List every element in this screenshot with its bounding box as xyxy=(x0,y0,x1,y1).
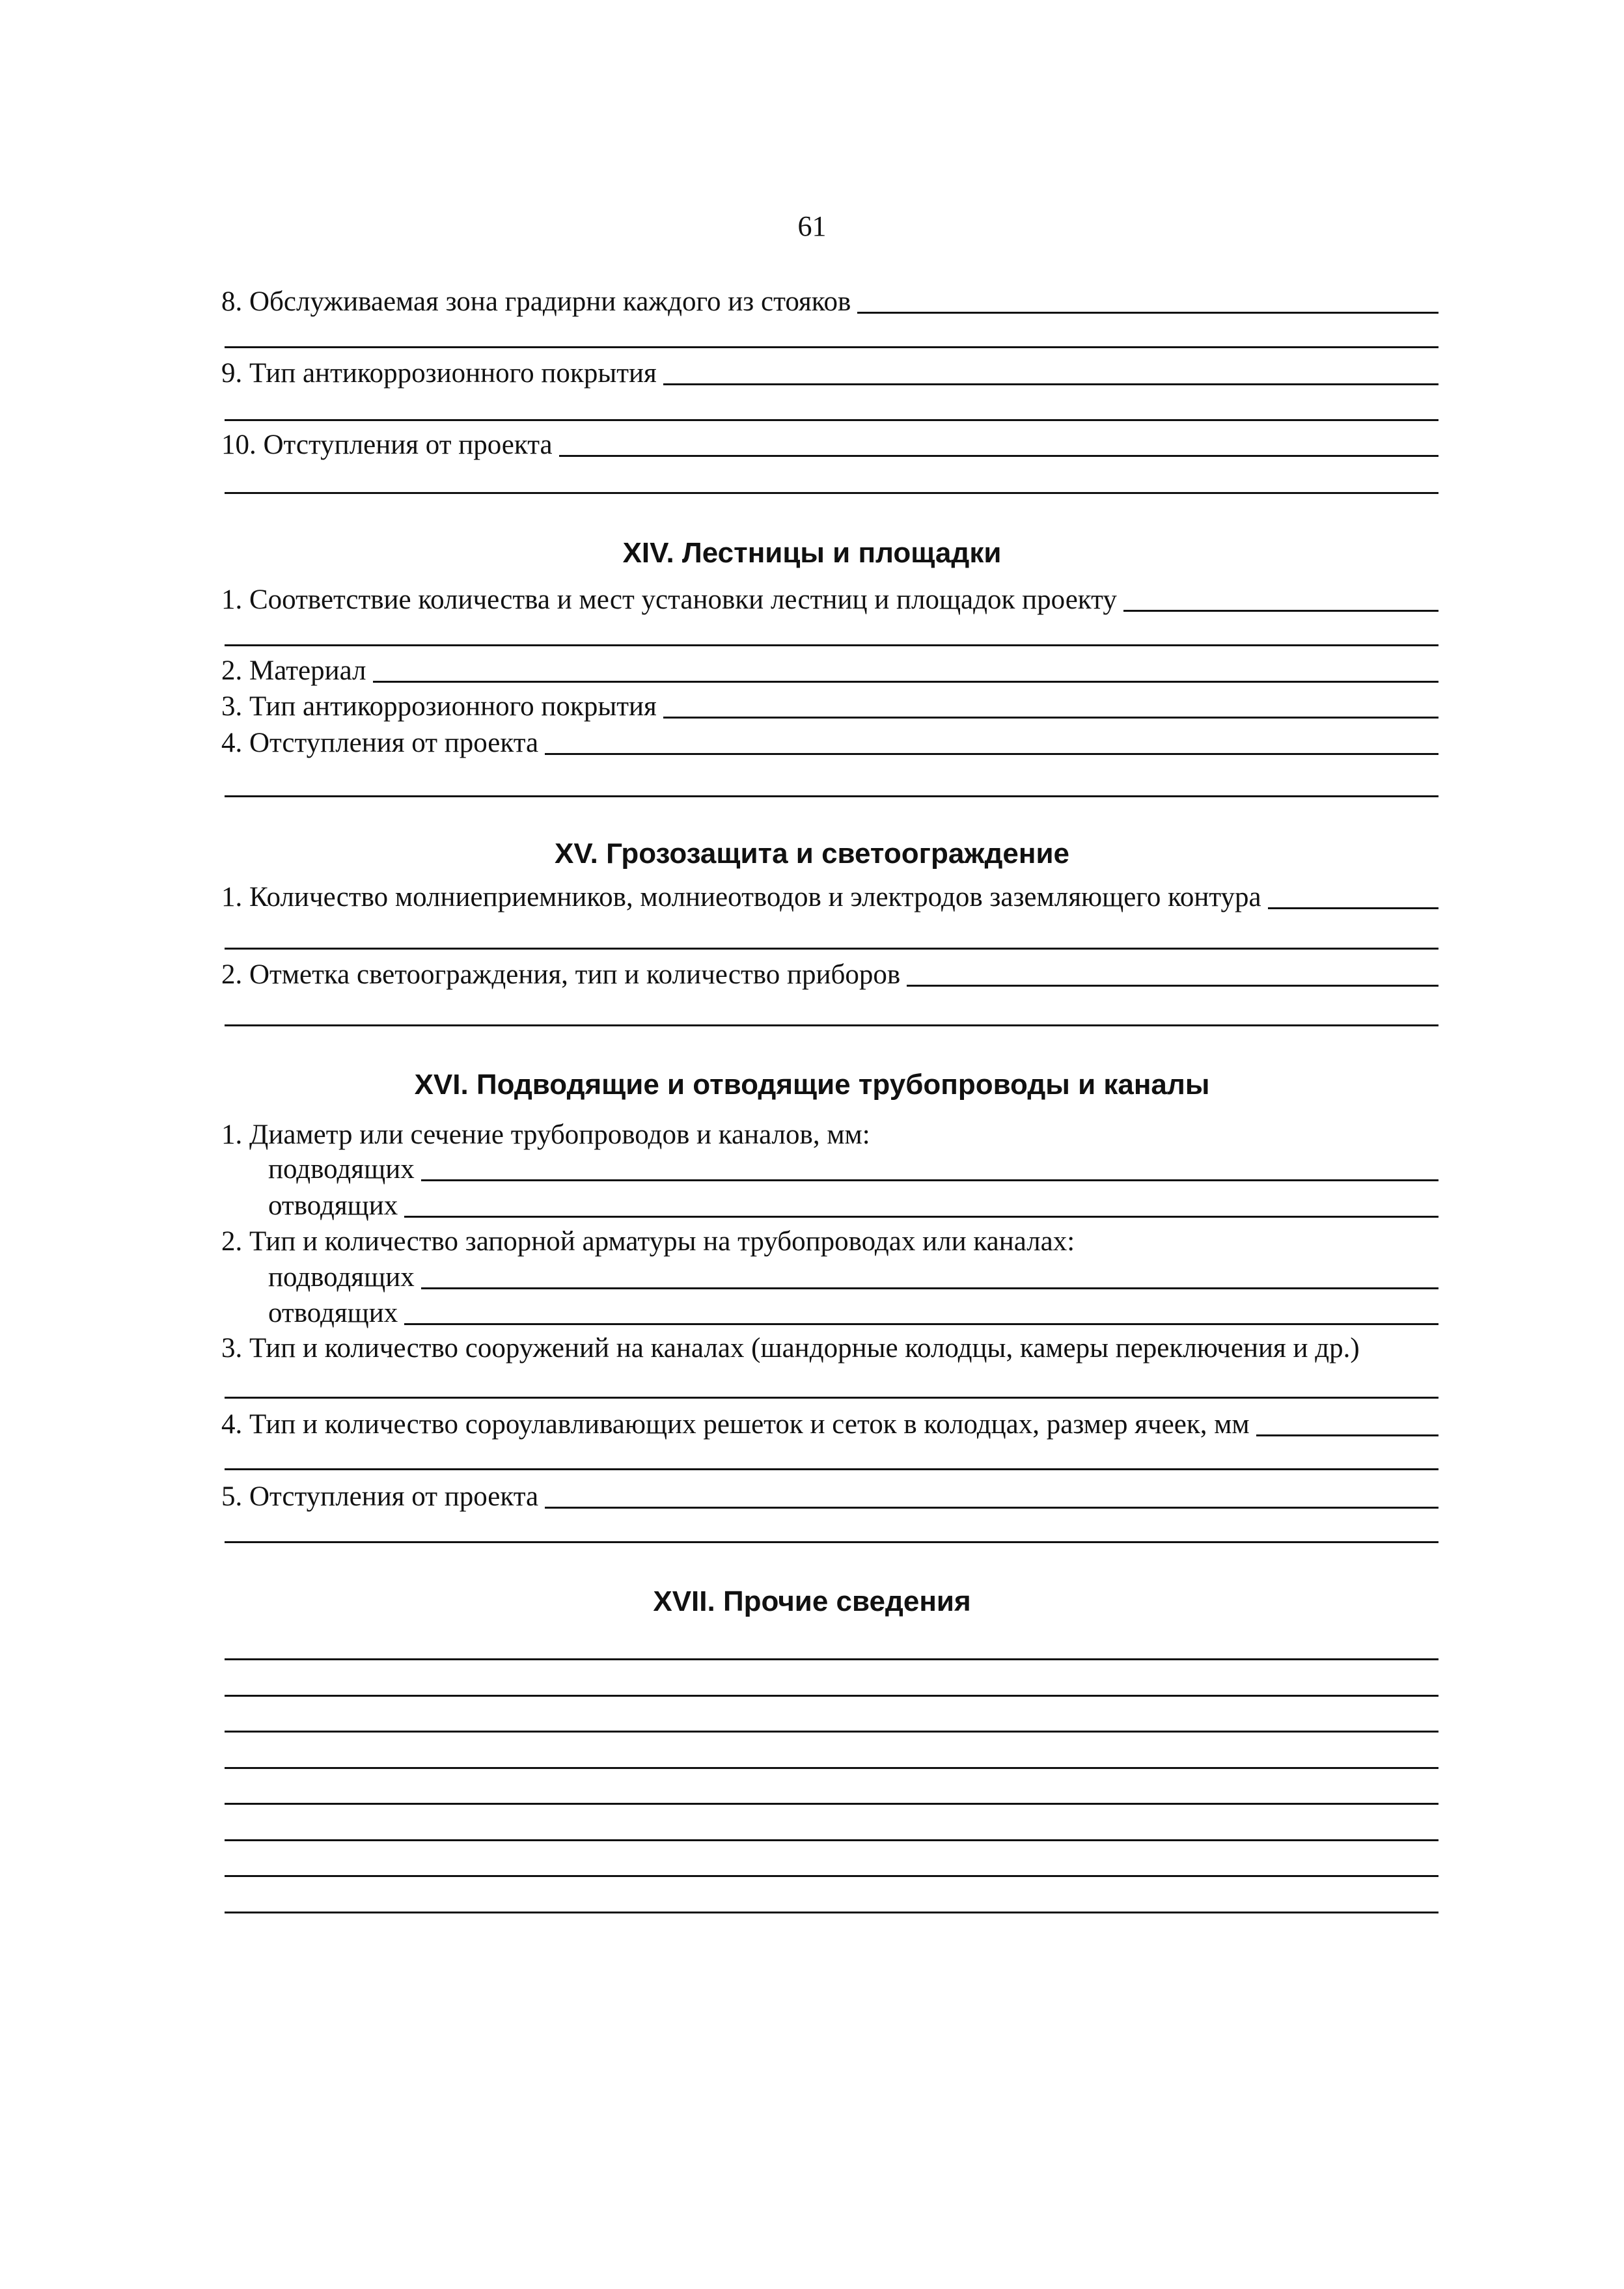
answer-line[interactable] xyxy=(225,795,1438,797)
answer-line[interactable] xyxy=(404,1323,1438,1325)
answer-line[interactable] xyxy=(225,1767,1438,1769)
answer-line[interactable] xyxy=(907,985,1438,987)
answer-line[interactable] xyxy=(225,1695,1438,1697)
form-row-cooling-zone xyxy=(221,280,1438,319)
field-label: подводящих xyxy=(268,1262,415,1293)
field-label: 10. Отступления от проекта xyxy=(221,430,553,460)
answer-line[interactable] xyxy=(225,1397,1438,1399)
field-label: 3. Тип и количество сооружений на каналах (шандорные колодцы, камеры переключения и др.) xyxy=(221,1333,1360,1364)
answer-line[interactable] xyxy=(225,1468,1438,1470)
field-label: 3. Тип антикоррозионного покрытия xyxy=(221,691,657,722)
form-row-stairs-compliance xyxy=(221,578,1438,617)
form-row-lightning-count xyxy=(221,875,1438,914)
form-row-deviations xyxy=(221,423,1438,462)
field-label: 4. Отступления от проекта xyxy=(221,728,539,758)
page-number: 61 xyxy=(797,210,827,242)
field-label: подводящих xyxy=(268,1154,415,1185)
answer-line[interactable] xyxy=(225,1912,1438,1913)
form-row-deviations xyxy=(221,1475,1438,1514)
form-row-discharge xyxy=(268,1291,1438,1330)
answer-line[interactable] xyxy=(1268,907,1438,909)
section-heading-other-info: XVII. Прочие сведения xyxy=(653,1585,971,1617)
form-row-warning-lights xyxy=(221,953,1438,992)
answer-line[interactable] xyxy=(421,1179,1438,1181)
answer-line[interactable] xyxy=(373,681,1438,683)
answer-line[interactable] xyxy=(225,1875,1438,1877)
answer-line[interactable] xyxy=(225,1024,1438,1026)
answer-line[interactable] xyxy=(663,717,1438,719)
field-label: 1. Количество молниеприемников, молниеотводов и электродов заземляющего контура xyxy=(221,882,1261,912)
answer-line[interactable] xyxy=(559,455,1438,457)
answer-line[interactable] xyxy=(225,419,1438,421)
answer-line[interactable] xyxy=(421,1287,1438,1289)
form-row-material xyxy=(221,649,1438,688)
answer-line[interactable] xyxy=(225,1803,1438,1805)
answer-line[interactable] xyxy=(1256,1434,1438,1436)
field-label: 1. Диаметр или сечение трубопроводов и каналов, мм: xyxy=(221,1119,870,1150)
form-row-shutoff-valves xyxy=(221,1220,1438,1259)
field-label: 2. Тип и количество запорной арматуры на трубопроводах или каналах: xyxy=(221,1226,1075,1257)
answer-line[interactable] xyxy=(857,312,1438,314)
form-row-debris-screens xyxy=(221,1403,1438,1442)
answer-line[interactable] xyxy=(545,753,1438,755)
answer-line[interactable] xyxy=(225,644,1438,646)
answer-line[interactable] xyxy=(225,1731,1438,1733)
form-row-anticorrosion xyxy=(221,685,1438,724)
answer-line[interactable] xyxy=(225,1839,1438,1841)
answer-line[interactable] xyxy=(225,1541,1438,1543)
answer-line[interactable] xyxy=(225,346,1438,348)
form-row-pipe-diameter xyxy=(221,1113,1438,1152)
answer-line[interactable] xyxy=(1123,610,1438,612)
field-label: отводящих xyxy=(268,1190,398,1221)
section-heading-lightning: XV. Грозозащита и светоограждение xyxy=(555,838,1069,870)
form-row-supply xyxy=(268,1255,1438,1295)
field-label: 9. Тип антикоррозионного покрытия xyxy=(221,358,657,389)
field-label: 1. Соответствие количества и мест установки лестниц и площадок проекту xyxy=(221,584,1117,615)
form-row-discharge xyxy=(268,1184,1438,1223)
field-label: 4. Тип и количество сороулавливающих решеток и сеток в колодцах, размер ячеек, мм xyxy=(221,1409,1250,1440)
field-label: 8. Обслуживаемая зона градирни каждого из стояков xyxy=(221,286,851,317)
answer-line[interactable] xyxy=(225,492,1438,494)
section-heading-stairs: XIV. Лестницы и площадки xyxy=(622,537,1002,569)
form-row-deviations xyxy=(221,721,1438,760)
section-heading-pipelines: XVI. Подводящие и отводящие трубопроводы и каналы xyxy=(414,1069,1210,1101)
field-label: отводящих xyxy=(268,1298,398,1328)
answer-line[interactable] xyxy=(404,1216,1438,1218)
field-label: 2. Материал xyxy=(221,655,366,686)
answer-line[interactable] xyxy=(663,383,1438,385)
answer-line[interactable] xyxy=(545,1507,1438,1509)
form-row-channel-structures xyxy=(221,1326,1438,1365)
answer-line[interactable] xyxy=(225,948,1438,950)
form-row-anticorrosion xyxy=(221,351,1438,391)
field-label: 2. Отметка светоограждения, тип и количество приборов xyxy=(221,959,901,990)
form-row-supply xyxy=(268,1147,1438,1186)
answer-line[interactable] xyxy=(225,1658,1438,1660)
field-label: 5. Отступления от проекта xyxy=(221,1481,539,1512)
